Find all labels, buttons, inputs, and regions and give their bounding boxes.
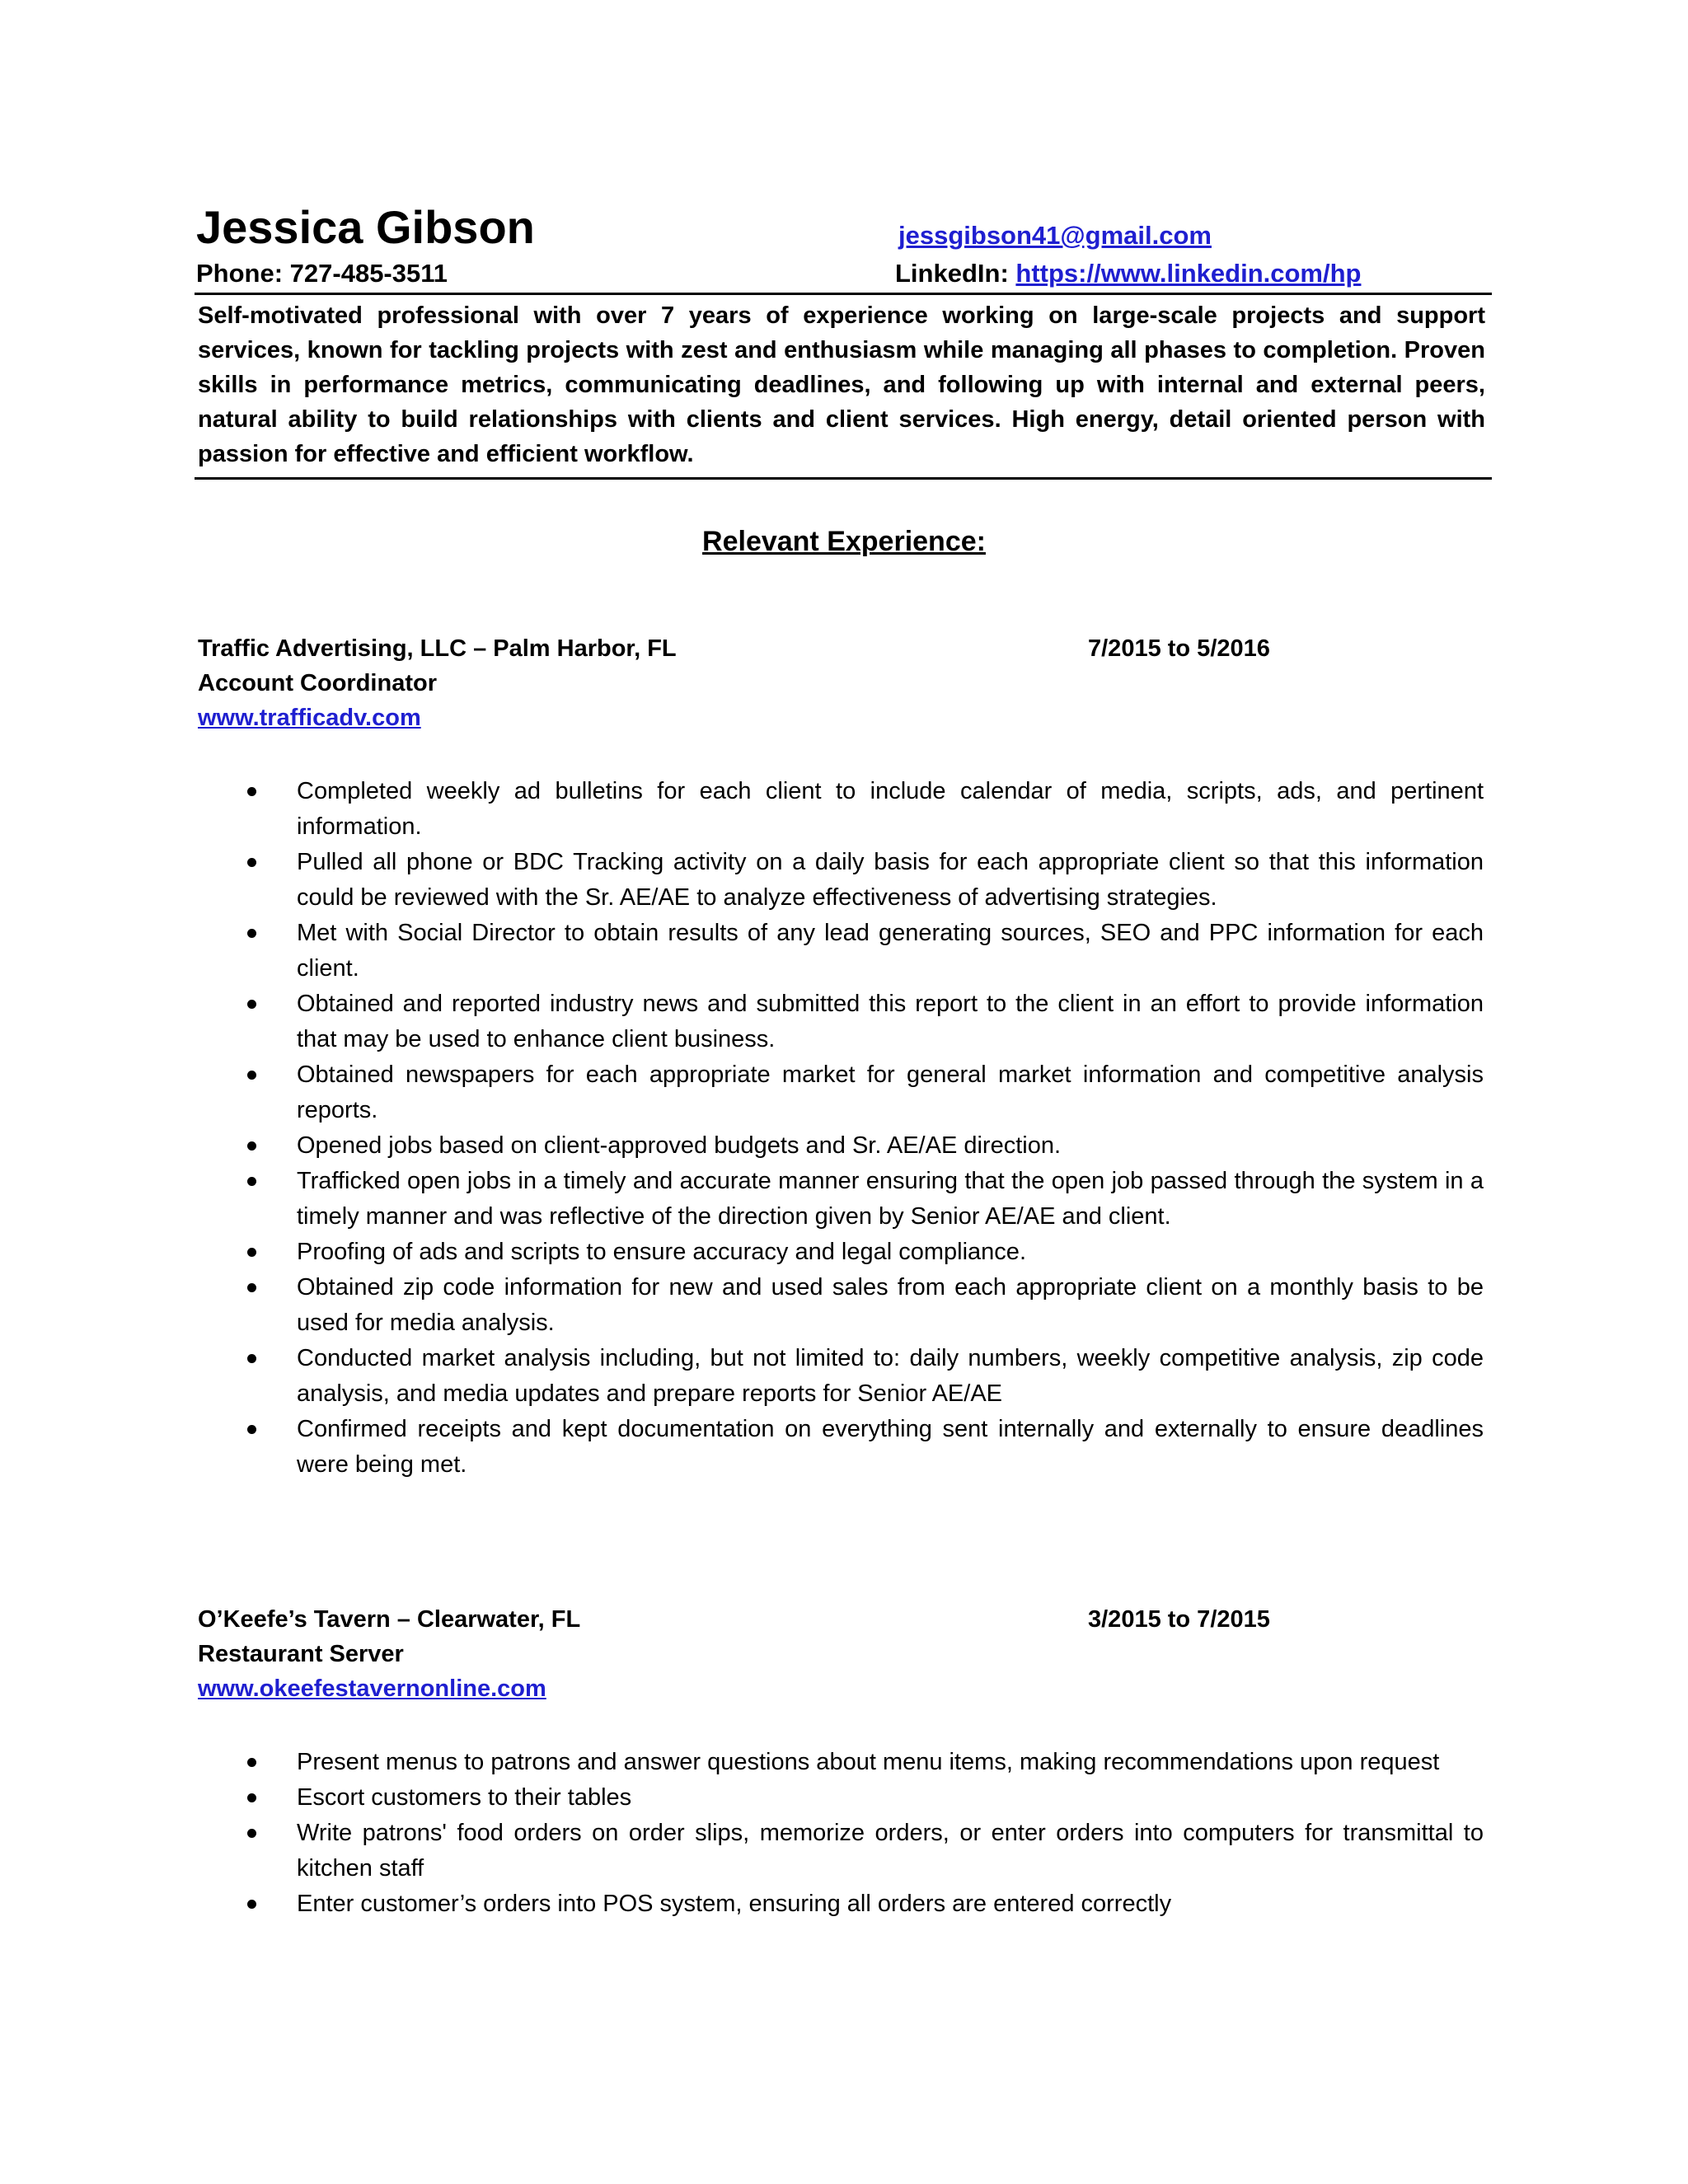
- bullet-icon: [247, 1354, 256, 1363]
- job-dates: 3/2015 to 7/2015: [1088, 1606, 1270, 1633]
- bullet-icon: [247, 1829, 256, 1838]
- summary-divider: [195, 477, 1492, 480]
- job-company: O’Keefe’s Tavern – Clearwater, FL: [198, 1606, 581, 1633]
- bullet-icon: [247, 1248, 256, 1257]
- linkedin-line: [895, 259, 1361, 288]
- bullet-icon: [247, 1141, 256, 1151]
- job-title: Restaurant Server: [198, 1641, 404, 1667]
- list-item: Conducted market analysis including, but not limited to: daily numbers, weekly competitive analysis, zip code analysis, and media updates and prepare reports for Senior AE/AE: [247, 1341, 1484, 1412]
- bullet-icon: [247, 787, 256, 796]
- job-dates: 7/2015 to 5/2016: [1088, 635, 1270, 662]
- job-title: Account Coordinator: [198, 670, 437, 696]
- linkedin-link[interactable]: https://www.linkedin.com/hp: [1015, 259, 1362, 288]
- list-item: Enter customer’s orders into POS system, ensuring all orders are entered correctly: [247, 1886, 1484, 1922]
- bullet-icon: [247, 1793, 256, 1802]
- phone-number: Phone: 727-485-3511: [196, 259, 448, 288]
- bullet-icon: [247, 1000, 256, 1009]
- section-heading-text: Relevant Experience:: [702, 526, 986, 557]
- list-item: Trafficked open jobs in a timely and accurate manner ensuring that the open job passed through the system in a timely manner and was reflective of the direction given by Senior AE/AE and client.: [247, 1164, 1484, 1235]
- bullet-icon: [247, 1425, 256, 1434]
- list-item: Escort customers to their tables: [247, 1780, 1484, 1816]
- job-bullet-list: [247, 774, 1484, 1483]
- bullet-icon: [247, 858, 256, 867]
- list-item: Obtained zip code information for new and used sales from each appropriate client on a monthly basis to be used for media analysis.: [247, 1270, 1484, 1341]
- list-item: Met with Social Director to obtain results of any lead generating sources, SEO and PPC information for each client.: [247, 916, 1484, 987]
- list-item: Write patrons' food orders on order slips, memorize orders, or enter orders into computers for transmittal to kitchen staff: [247, 1816, 1484, 1886]
- bullet-icon: [247, 1177, 256, 1186]
- job-website-link[interactable]: www.okeefestavernonline.com: [198, 1675, 546, 1702]
- list-item: Obtained and reported industry news and submitted this report to the client in an effort to provide information that may be used to enhance client business.: [247, 987, 1484, 1057]
- list-item: Completed weekly ad bulletins for each client to include calendar of media, scripts, ads, and pertinent information.: [247, 774, 1484, 845]
- bullet-icon: [247, 1758, 256, 1767]
- list-item: Pulled all phone or BDC Tracking activity on a daily basis for each appropriate client so that this information could be reviewed with the Sr. AE/AE to analyze effectiveness of advertising strategies.: [247, 845, 1484, 916]
- bullet-icon: [247, 1071, 256, 1080]
- list-item: Proofing of ads and scripts to ensure accuracy and legal compliance.: [247, 1235, 1484, 1270]
- bullet-icon: [247, 1900, 256, 1909]
- job-bullet-list: [247, 1745, 1484, 1922]
- professional-summary: Self-motivated professional with over 7 years of experience working on large-scale projects and support services, known for tackling projects with zest and enthusiasm while managing all phases to completion. Proven skills in performance metrics, communicating deadlines, and following up with internal and external peers, natural ability to build relationships with clients and client services. High energy, detail oriented person with passion for effective and efficient workflow.: [198, 302, 1485, 467]
- header-divider: [195, 293, 1492, 295]
- email-link[interactable]: jessgibson41@gmail.com: [898, 221, 1212, 250]
- section-heading: [0, 524, 1688, 559]
- list-item: Present menus to patrons and answer questions about menu items, making recommendations upon request: [247, 1745, 1484, 1780]
- list-item: Obtained newspapers for each appropriate market for general market information and competitive analysis reports.: [247, 1057, 1484, 1128]
- linkedin-label: LinkedIn:: [895, 259, 1016, 288]
- candidate-name: Jessica Gibson: [196, 201, 535, 253]
- job-website-link[interactable]: www.trafficadv.com: [198, 705, 421, 731]
- bullet-icon: [247, 1283, 256, 1292]
- bullet-icon: [247, 929, 256, 938]
- job-company: Traffic Advertising, LLC – Palm Harbor, FL: [198, 635, 677, 662]
- list-item: Opened jobs based on client-approved budgets and Sr. AE/AE direction.: [247, 1128, 1484, 1164]
- list-item: Confirmed receipts and kept documentation on everything sent internally and externally to ensure deadlines were being met.: [247, 1412, 1484, 1483]
